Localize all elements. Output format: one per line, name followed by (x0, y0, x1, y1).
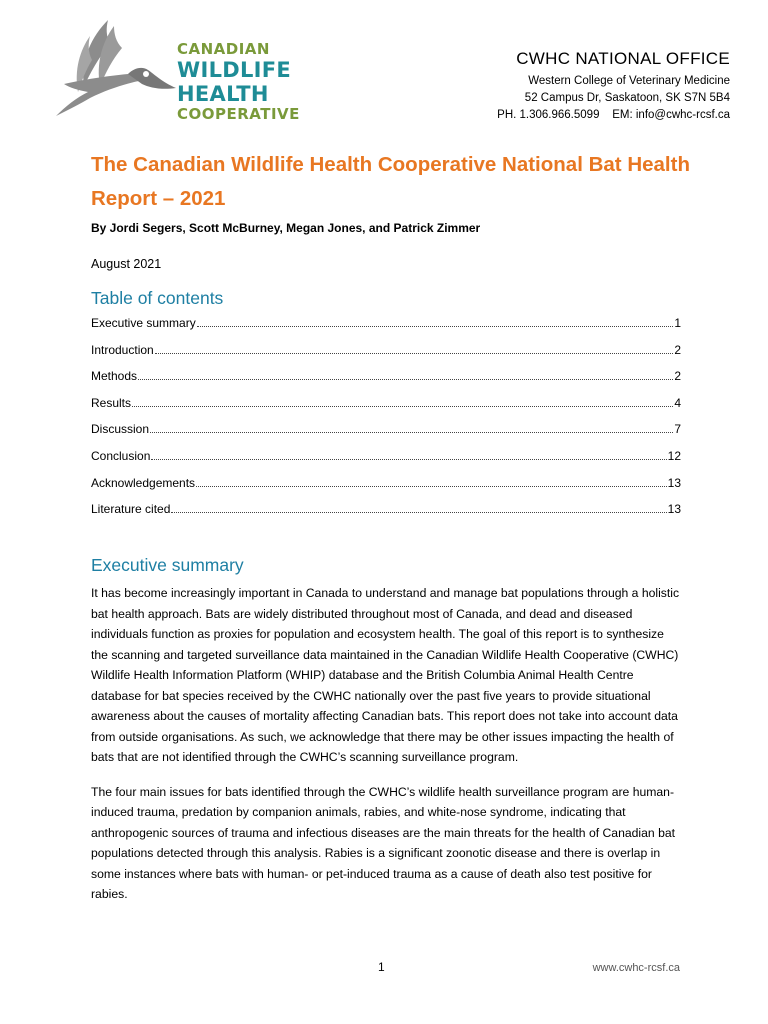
toc-item-label: Introduction (91, 342, 154, 357)
toc-item-page: 2 (674, 342, 681, 357)
toc-item-label: Results (91, 395, 132, 410)
toc-item-page: 12 (667, 448, 681, 463)
toc-item-page: 2 (674, 369, 681, 384)
report-authors: By Jordi Segers, Scott McBurney, Megan Jones, and Patrick Zimmer (91, 221, 481, 235)
toc-leader-dots (155, 353, 674, 354)
office-contact-block (497, 48, 730, 124)
executive-summary-heading: Executive summary (91, 555, 244, 575)
report-title: The Canadian Wildlife Health Cooperative National Bat Health Report – 2021 (91, 153, 690, 210)
executive-summary-paragraph: The four main issues for bats identified through the CWHC’s wildlife health surveillance program are human-induced trauma, predation by companion animals, rabies, and white-nose syndrome, indicating that anthropogenic sources of trauma and infectious diseases are the main threats for the health of Canadian bat populations detected through this analysis. Rabies is a significant zoonotic disease and there is overlap in some instances where bats with human- or pet-induced trauma as a cause of death also test positive for rabies. (91, 784, 676, 901)
office-address-college: Western College of Veterinary Medicine (528, 75, 730, 87)
table-of-contents (91, 316, 681, 529)
toc-item-page: 1 (674, 316, 681, 330)
office-address-street: 52 Campus Dr, Saskatoon, SK S7N 5B4 (524, 92, 730, 104)
office-phone-email: PH. 1.306.966.5099 EM: info@cwhc-rcsf.ca (497, 109, 730, 121)
page-number: 1 (378, 960, 385, 974)
toc-item-literature-cited[interactable] (91, 502, 681, 529)
footer-website-link[interactable]: www.cwhc-rcsf.ca (592, 962, 680, 974)
toc-item-label: Executive summary (91, 316, 196, 330)
logo-line-canadian: CANADIAN (177, 40, 270, 58)
toc-item-label: Methods (91, 369, 138, 384)
toc-item-results[interactable] (91, 396, 681, 423)
executive-summary-body (91, 583, 683, 919)
toc-item-acknowledgements[interactable] (91, 476, 681, 503)
toc-item-page: 13 (667, 475, 681, 490)
toc-item-label: Literature cited (91, 502, 171, 517)
executive-summary-paragraph: It has become increasingly important in Canada to understand and manage bat populations through a holistic bat health approach. Bats are widely distributed throughout most of Canada, and dead and diseased individuals function as proxies for population and ecosystem health. The goal of this report is to synthesize the scanning and targeted surveillance data maintained in the Canadian Wildlife Health Cooperative (CWHC) Wildlife Health Information Platform (WHIP) database and the British Columbia Animal Health Centre database for bat species received by the CWHC nationally over the past five years to provide situational awareness about the causes of mortality affecting Canadian bats. This report does not take into account data from outside organisations. As such, we acknowledge that there may be other issues impacting the health of bats that are not identified through the CWHC’s scanning surveillance program. (91, 586, 680, 764)
toc-item-page: 4 (674, 395, 681, 410)
toc-leader-dots (171, 512, 666, 513)
toc-leader-dots (196, 486, 667, 487)
report-date: August 2021 (91, 257, 162, 271)
toc-leader-dots (197, 326, 674, 327)
toc-leader-dots (150, 432, 673, 433)
toc-item-discussion[interactable] (91, 422, 681, 449)
bird-icon (50, 14, 180, 126)
toc-item-introduction[interactable] (91, 343, 681, 370)
toc-item-label: Acknowledgements (91, 475, 196, 490)
toc-leader-dots (151, 459, 666, 460)
office-title: CWHC NATIONAL OFFICE (516, 49, 730, 68)
logo-wordmark (177, 41, 390, 123)
logo-line-wildlife-health: WILDLIFE HEALTH (177, 58, 292, 106)
toc-item-label: Discussion (91, 422, 150, 437)
toc-item-conclusion[interactable] (91, 449, 681, 476)
toc-item-methods[interactable] (91, 369, 681, 396)
cwhc-logo (50, 14, 390, 126)
toc-item-page: 7 (674, 422, 681, 437)
toc-item-page: 13 (667, 502, 681, 517)
toc-item-label: Conclusion (91, 448, 151, 463)
toc-item-executive-summary[interactable] (91, 316, 681, 343)
logo-line-cooperative: COOPERATIVE (177, 105, 300, 123)
toc-heading: Table of contents (91, 288, 224, 308)
toc-leader-dots (132, 406, 673, 407)
toc-leader-dots (138, 379, 673, 380)
